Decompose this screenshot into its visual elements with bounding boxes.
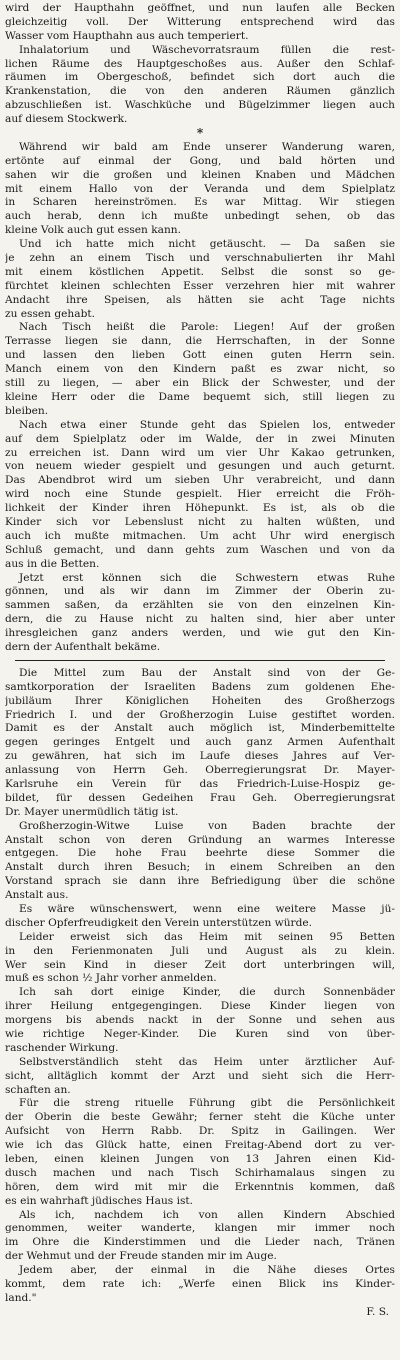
section-divider-rule: [15, 660, 385, 661]
text-line: abzuschließen ist. Waschküche und Bügelzimmer liegen auch: [5, 99, 395, 112]
text-line: zu gewähren, hat sich im Laufe dieses Jahres auf Ver-: [5, 750, 395, 763]
text-line: Nach etwa einer Stunde geht das Spielen los, entweder: [19, 418, 395, 431]
text-line: Friedrich I. und der Großherzogin Luise gestiftet worden.: [5, 708, 395, 721]
text-line: von neuem wieder gespielt und gesungen und auch geturnt.: [5, 460, 395, 473]
text-line: wird der Haupthahn geöffnet, und nun laufen alle Becken: [5, 2, 395, 14]
text-line: lichkeit der Kinder ihren Höhepunkt. Es ist, als ob die: [5, 502, 395, 515]
text-line: anlassung von Herrn Geh. Oberregierungsrat Dr. Mayer-: [5, 764, 395, 777]
text-line: Jedem aber, der einmal in die Nähe dieses Ortes: [19, 1264, 395, 1277]
text-line: raschender Wirkung.: [5, 1041, 119, 1054]
section-separator: *: [196, 127, 204, 141]
text-line: räumen im Obergeschoß, befindet sich dort auch die: [5, 71, 395, 84]
text-line: samtkorporation der Israeliten Badens zum goldenen Ehe-: [5, 680, 395, 693]
text-line: Vorstand sprach sie dann ihre Befriedigung über die schöne: [5, 875, 395, 888]
text-line: dern, die zu Hause nicht zu halten sind, hier aber unter: [5, 613, 395, 626]
text-line: wie richtige Neger-Kinder. Die Kuren sind von über-: [5, 1028, 395, 1041]
text-line: im Ohre die Kinderstimmen und die Lieder nach, Tränen: [5, 1236, 395, 1249]
text-line: auch ich mußte mitmachen. Um acht Uhr wird energisch: [5, 529, 395, 542]
text-line: land.": [5, 1291, 37, 1304]
text-line: Manch einem von den Kindern paßt es zwar nicht, so: [5, 363, 395, 376]
text-line: still zu liegen, — aber ein Blick der Schwester, und der: [5, 377, 395, 390]
text-line: Aufsicht von Herrn Rabb. Dr. Spitz in Gailingen. Wer: [5, 1125, 395, 1138]
text-line: Terrasse liegen sie dann, die Herrschaften, in der Sonne: [5, 335, 395, 348]
text-line: Nach Tisch heißt die Parole: Liegen! Auf der großen: [19, 321, 395, 334]
text-line: mit einem köstlichen Appetit. Selbst die sonst so ge-: [5, 265, 395, 278]
text-line: kleine Volk auch gut essen kann.: [5, 224, 181, 237]
text-line: Großherzogin-Witwe Luise von Baden brachte der: [19, 819, 395, 832]
text-line: kleine Herr oder die Dame bequemt sich, still liegen zu: [5, 390, 395, 403]
text-line: Als ich, nachdem ich von allen Kindern Abschied: [19, 1208, 395, 1221]
text-line: ertönte auf einmal der Gong, und bald hörten und: [5, 154, 395, 167]
text-line: discher Opferfreudigkeit den Verein unterstützen würde.: [5, 916, 313, 929]
text-line: Anstalt durch ihren Besuch; in einem Schreiben an den: [5, 861, 395, 874]
text-line: bleiben.: [5, 404, 49, 417]
article-section-3: [5, 667, 395, 1306]
text-line: Während wir bald am Ende unserer Wanderung waren,: [19, 140, 395, 153]
text-line: bildet, für dessen Gedeihen Frau Geh. Oberregierungsrat: [5, 791, 395, 804]
text-line: lichen Räume des Hauptgeschoßes aus. Außer den Schlaf-: [5, 57, 395, 70]
text-line: je zehn an einem Tisch und verschnabulierten ihr Mahl: [5, 252, 395, 265]
text-line: wird noch eine Stunde gespielt. Hier erreicht die Fröh-: [5, 488, 395, 501]
text-line: und lassen den lieben Gott einen guten Herrn sein.: [5, 349, 395, 362]
text-line: gleichzeitig voll. Der Witterung entsprechend wird das: [5, 15, 395, 28]
text-line: muß es schon ½ Jahr vorher anmelden.: [5, 972, 217, 985]
text-line: Wer sein Kind in dieser Zeit dort unterbringen will,: [5, 958, 395, 971]
text-line: Dr. Mayer unermüdlich tätig ist.: [5, 805, 179, 818]
text-line: in den Ferienmonaten Juli und August als zu klein.: [5, 944, 395, 957]
text-line: in Scharen hereinströmen. Es war Mittag. Wir stiegen: [5, 196, 395, 209]
text-line: auch herab, denn ich mußte unbedingt sehen, ob das: [5, 210, 395, 223]
text-line: morgens bis abends nackt in der Sonne und sehen aus: [5, 1014, 395, 1027]
text-line: Leider erweist sich das Heim mit seinen 95 Betten: [19, 930, 395, 943]
text-line: Wasser vom Haupthahn aus auch temperiert.: [5, 29, 249, 42]
text-line: ihrer Heilung entgegengingen. Diese Kinder liegen von: [5, 1000, 395, 1013]
text-line: aus in die Betten.: [5, 557, 100, 570]
text-line: sammen saßen, da erzählten sie von den einzelnen Kin-: [5, 599, 395, 612]
text-line: Schluß gemacht, und dann gehts zum Waschen und von da: [5, 543, 395, 556]
text-line: Die Mittel zum Bau der Anstalt sind von der Ge-: [19, 666, 395, 679]
text-line: zu essen gehabt.: [5, 307, 95, 320]
text-line: Jetzt erst können sich die Schwestern etwas Ruhe: [19, 571, 395, 584]
text-line: Andacht ihre Speisen, als hätten sie acht Tage nichts: [5, 293, 395, 306]
text-line: dern der Aufenthalt bekäme.: [5, 640, 161, 653]
text-line: gönnen, und als wir dann im Zimmer der Oberin zu-: [5, 585, 395, 598]
text-line: sicht, alltäglich kommt der Arzt und sieht sich die Herr-: [5, 1069, 395, 1082]
text-line: Es wäre wünschenswert, wenn eine weitere Masse jü-: [19, 903, 395, 915]
text-line: wie ich das Glück hatte, einen Freitag-Abend dort zu ver-: [5, 1139, 395, 1152]
text-line: leben, einen kleinen Jungen von 13 Jahren einen Kid-: [5, 1153, 395, 1166]
text-line: der Wehmut und der Freude standen mir im Auge.: [5, 1250, 277, 1263]
text-line: auf diesem Stockwerk.: [5, 113, 128, 126]
text-line: dusch machen und nach Tisch Schirhamalaus singen zu: [5, 1166, 395, 1179]
text-line: Damit es der Anstalt auch möglich ist, Minderbemittelte: [5, 722, 395, 735]
text-line: Krankenstation, die von den anderen Räumen gänzlich: [5, 85, 395, 98]
text-line: zu erreichen ist. Dann wird um vier Uhr Kakao getrunken,: [5, 446, 395, 459]
text-line: schaften an.: [5, 1083, 71, 1096]
text-line: fürchtet kleinen schlechten Esser verzehren hier mit wahrer: [5, 279, 395, 292]
text-line: sahen wir die großen und kleinen Knaben und Mädchen: [5, 168, 395, 181]
text-line: Und ich hatte mich nicht getäuscht. — Da saßen sie: [19, 238, 395, 251]
text-line: Karlsruhe ein Verein für das Friedrich-Luise-Hospiz ge-: [5, 777, 395, 790]
text-line: auf dem Spielplatz oder im Walde, der in zwei Minuten: [5, 432, 395, 445]
text-line: mit einem Hallo von der Veranda und dem Spielplatz: [5, 182, 395, 195]
article-section-2: [5, 141, 395, 655]
text-line: Anstalt aus.: [5, 889, 69, 902]
article-section-1: [5, 2, 395, 127]
text-line: Anstalt schon von deren Gründung an warmes Interesse: [5, 833, 395, 846]
text-line: Selbstverständlich steht das Heim unter ärztlicher Auf-: [19, 1055, 395, 1068]
text-line: Das Abendbrot wird um sieben Uhr verabreicht, und dann: [5, 474, 395, 487]
text-line: Ich sah dort einige Kinder, die durch Sonnenbäder: [19, 986, 395, 999]
text-line: kommt, dem rate ich: „Werfe einen Blick ins Kinder-: [5, 1278, 395, 1291]
text-line: ihresgleichen ganz anders werden, und wie gut den Kin-: [5, 627, 395, 640]
text-line: hören, dem wird mit mir die Erkenntnis kommen, daß: [5, 1180, 395, 1193]
text-line: Für die streng rituelle Führung gibt die Persönlichkeit: [19, 1097, 395, 1110]
author-signature: F. S.: [366, 1305, 389, 1318]
text-line: Inhalatorium und Wäschevorratsraum füllen die rest-: [19, 43, 395, 56]
text-line: jubiläum Ihrer Königlichen Hoheiten des Großherzogs: [5, 694, 395, 707]
text-line: Kinder sich vor Lebenslust nicht zu halten wüßten, und: [5, 515, 395, 528]
text-line: gegen geringes Entgelt und auch ganz Armen Aufenthalt: [5, 736, 395, 749]
text-line: genommen, weiter wanderte, klangen mir immer noch: [5, 1222, 395, 1235]
text-line: entgegen. Die hohe Frau beehrte diese Sommer die: [5, 847, 395, 860]
text-line: der Oberin die beste Gewähr; ferner steht die Küche unter: [5, 1111, 395, 1124]
text-line: es ein wahrhaft jüdisches Haus ist.: [5, 1194, 194, 1207]
